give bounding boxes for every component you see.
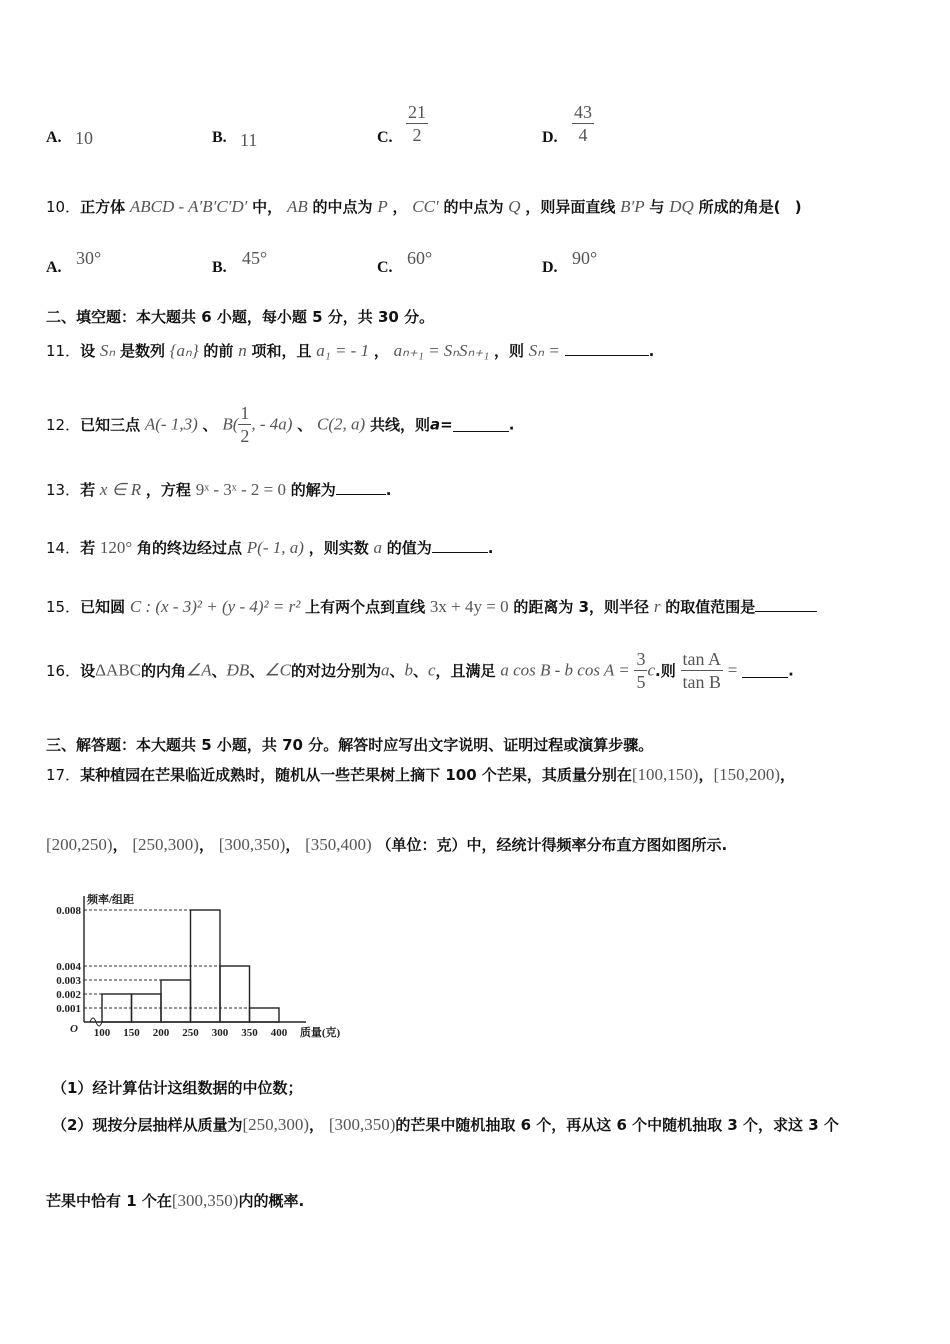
q10-option-b-value: 45° <box>242 248 268 268</box>
histogram-x-tick-label: 400 <box>270 1027 288 1039</box>
q9-option-b-value: 11 <box>240 130 258 150</box>
q9-option-a-value: 10 <box>75 128 93 148</box>
q9-option-b-letter: B. <box>212 129 227 146</box>
q17-part-2-line-1: （2）现按分层抽样从质量为[250,300)， [300,350)的芒果中随机抽取 6 个，再从这 6 个中随机抽取 3 个，求这 3 个 <box>52 1115 839 1134</box>
q9-option-d-fraction: $\frac{43}{4}$ <box>574 102 592 145</box>
question-17-line-1: 17．某种植园在芒果临近成熟时，随机从一些芒果树上摘下 100 个芒果，其质量分别在[100,150)，[150,200)， <box>46 765 796 784</box>
histogram-grid <box>84 910 250 1008</box>
q10-option-b-letter: B. <box>212 259 227 276</box>
histogram-bars <box>102 910 279 1022</box>
section-2-heading: 二、填空题：本大题共 6 小题，每小题 5 分，共 30 分。 <box>46 308 435 326</box>
histogram-x-axis-label: 质量(克) <box>299 1027 341 1039</box>
q10-option-a-value: 30° <box>76 248 102 268</box>
q10-option-d-value: 90° <box>572 248 598 268</box>
q16-fraction-3-5: $\frac{3}{5}$ <box>636 649 646 692</box>
question-11: 11．设 Sₙ 是数列 {aₙ} 的前 n 项和，且 a₁ = - 1 ， aₙ₊₁ = SₙSₙ₊₁ ，则 Sₙ = . <box>46 341 655 360</box>
q17-part-1: （1）经计算估计这组数据的中位数； <box>52 1079 303 1097</box>
histogram-x-tick-label: 350 <box>241 1027 258 1039</box>
q10-option-a-letter: A. <box>46 259 62 276</box>
question-17-line-2: [200,250)， [250,300)， [300,350)， [350,400) （单位：克）中，经统计得频率分布直方图如图所示. <box>46 835 728 854</box>
question-14: 14．若 120° 角的终边经过点 P(- 1, a) ，则实数 a 的值为 . <box>46 538 494 557</box>
histogram-x-tick-label: 300 <box>211 1027 229 1039</box>
answer-blank <box>755 597 817 612</box>
histogram-bar <box>250 1008 280 1022</box>
q17-part-2-line-2: 芒果中恰有 1 个在[300,350)内的概率. <box>46 1191 305 1210</box>
histogram-y-tick-label: 0.002 <box>56 989 81 1001</box>
q9-option-a-letter: A. <box>46 129 62 146</box>
answer-blank <box>565 341 649 356</box>
question-16: 16．设ΔABC的内角∠A、ÐB、∠C的对边分别为a、b、c，且满足 a cos B - b cos A = $\frac{3}{5}$ c.则 $\frac{\text{tan A}}{\text{tan B}}$ = . <box>46 649 794 692</box>
q9-option-c-fraction: $\frac{21}{2}$ <box>408 102 426 145</box>
answer-blank <box>453 417 509 432</box>
section-3-heading: 三、解答题：本大题共 5 小题，共 70 分。解答时应写出文字说明、证明过程或演算步骤。 <box>46 736 654 754</box>
histogram-x-tick-label: 250 <box>182 1027 199 1039</box>
histogram-axes <box>84 896 306 1026</box>
answer-blank <box>336 480 386 495</box>
histogram-y-tick-label: 0.008 <box>56 905 81 917</box>
histogram-y-axis-label: 频率/组距 <box>87 894 135 906</box>
q9-option-d-letter: D. <box>542 129 558 146</box>
q12-fraction: $\frac{1}{2}$ <box>240 403 250 446</box>
q16-fraction-tan: $\frac{\text{tan A}}{\text{tan B}}$ <box>682 649 721 692</box>
answer-blank <box>742 663 788 678</box>
histogram-y-tick-label: 0.003 <box>56 975 81 987</box>
question-13: 13．若 x ∈ R ，方程 9ˣ - 3ˣ - 2 = 0 的解为 . <box>46 480 392 499</box>
histogram-y-tick-label: 0.001 <box>56 1003 81 1015</box>
q10-option-d-letter: D. <box>542 259 558 276</box>
histogram-labels <box>56 892 340 1039</box>
frequency-histogram <box>44 890 364 1042</box>
q10-option-c-letter: C. <box>377 259 393 276</box>
histogram-y-tick-label: 0.004 <box>56 961 81 973</box>
histogram-bar <box>161 980 191 1022</box>
histogram-bar <box>220 966 250 1022</box>
histogram-origin-label: O <box>70 1023 78 1035</box>
q9-option-c-letter: C. <box>377 129 393 146</box>
question-10: 10．正方体 ABCD - A′B′C′D′ 中， AB 的中点为 P ， CC′ 的中点为 Q ，则异面直线 B′P 与 DQ 所成的角是( ) <box>46 197 802 216</box>
answer-blank <box>432 538 488 553</box>
question-15: 15．已知圆 C : (x - 3)² + (y - 4)² = r² 上有两个点到直线 3x + 4y = 0 的距离为 3，则半径 r 的取值范围是 <box>46 596 817 617</box>
histogram-x-tick-label: 100 <box>93 1027 111 1039</box>
q10-option-c-value: 60° <box>407 248 433 268</box>
histogram-x-tick-label: 200 <box>152 1027 170 1039</box>
question-12: 12．已知三点 A(- 1,3) 、 B( $\frac{1}{2}$ , - 4a) 、 C(2, a) 共线，则a= . <box>46 403 515 446</box>
histogram-x-tick-label: 150 <box>123 1027 140 1039</box>
